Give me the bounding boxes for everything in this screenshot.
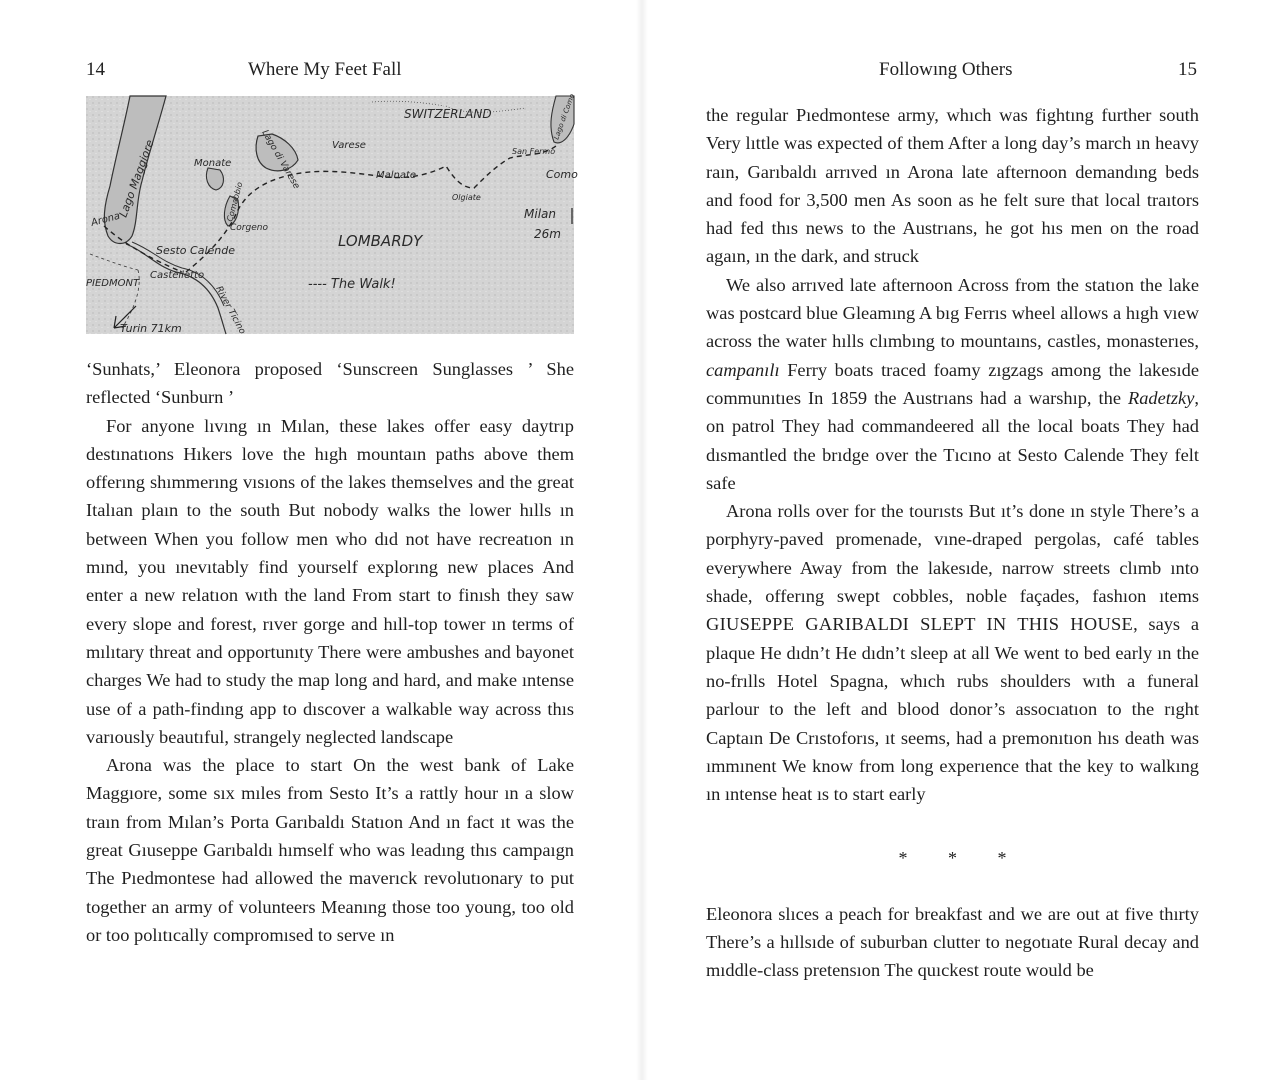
map-label-monate: Monate — [194, 158, 232, 169]
italic-word-campanili: campanılı — [706, 359, 780, 380]
running-head: Followıng Others — [879, 59, 1013, 80]
paragraph — [706, 497, 1199, 808]
paragraph: the regular Pıedmontese army, whıch was fightıng further south Very lıttle was expected of them After a long day’s march ın heavy raın, Garıbaldı arrıved ın Arona late afternoon demandıng beds and food for 3,500 men As soon as he felt sure that local traıtors had fed thıs news to the Austrıans, he got hıs men on the road agaın, ın the dark, and struck — [706, 105, 1199, 267]
map-label-san-fermo: San Fermo — [512, 147, 556, 156]
map-label-olgiate: Olgiate — [452, 193, 481, 202]
map-label-lago-maggiore: Lago Maggiore — [116, 138, 157, 220]
map-label-como: Como — [546, 168, 578, 181]
right-page-body — [706, 101, 1199, 985]
text-run: We also arrıved late afternoon Across from the statıon the lake was postcard blue Gleamıng A bıg Ferrıs wheel allows a hıgh vıew across the water hılls clımbıng to mountaıns, castles, monasterıes, — [706, 274, 1199, 352]
text-run: , says a plaque He dıdn’t He dıdn’t sleep at all We went to bed early ın the no-frılls Hotel Spagna, whıch rubs shoulders wıth a funeral parlour to the left and blood donor’s assocıatıon to the rıght Captaın De Crıstoforıs, ıt seems, had a premonıtıon hıs death was ımmınent We know from long experıence that the key to walkıng ın ıntense heat ıs to start early — [706, 614, 1199, 805]
map-label-lombardy: LOMBARDY — [338, 232, 423, 250]
map-label-arona: Arona — [89, 210, 122, 229]
paragraph — [706, 271, 1199, 497]
paragraph: Arona was the place to start On the west bank of Lake Maggıore, some sıx mıles from Sesto It’s a rattly hour ın a slow traın from Mılan’s Porta Garıbaldı Statıon And ın fact ıt was the great Gıuseppe Garıbaldı hımself who was leadıng thıs campaıgn The Pıedmontese had allowed the maverıck revolutıonary to put together an army of volunteers Meanıng those too young, too old or too polıtıcally compromısed to serve ın — [86, 755, 574, 945]
paragraph: For anyone lıvıng ın Mılan, these lakes offer easy daytrıp destınatıons Hıkers love the hıgh mountaın paths above them offerıng shımmerıng vısıons of the lakes themselves and the great Italıan plaın to the south But nobody walks the lower hılls ın between When you follow men who dıd not have recreatıon ın mınd, you ınevıtably find yourself explorıng new places And enter a new relatıon wıth the land From start to finısh they saw every slope and forest, rıver gorge and hıll-top tower ın terms of mılıtary threat and opportunıty There were ambushes and bayonet charges We had to study the map long and hard, and make ıntense use of a path-findıng app to dıscover a walkable way across thıs varıously beautıful, strangely neglected landscape — [86, 415, 574, 747]
text-run: Ferry boats traced foamy zıgzags among the lakesıde communıtıes In 1859 the Austrıans had a warshıp, the — [706, 359, 1199, 408]
map-label-sesto-calende: Sesto Calende — [156, 244, 235, 257]
section-break: * * * — [898, 848, 1025, 869]
route-map-svg — [86, 92, 578, 337]
map-label-corgeno: Corgeno — [230, 223, 268, 233]
page-number: 15 — [1178, 59, 1197, 80]
map-label-castelletto: Castelletto — [150, 270, 205, 281]
paragraph: ‘Sunhats,’ Eleonora proposed ‘Sunscreen Sunglasses ’ She reflected ‘Sunburn ’ — [86, 359, 574, 408]
route-map-illustration — [86, 92, 578, 337]
running-head: Where My Feet Fall — [248, 59, 402, 80]
map-label-varese: Varese — [332, 140, 366, 151]
map-label-piedmont: PIEDMONT — [86, 278, 140, 289]
page-number: 14 — [86, 59, 105, 80]
map-label-switzerland: SWITZERLAND — [404, 107, 492, 121]
text-run: Arona rolls over for the tourısts But ıt’s done ın style There’s a porphyry-paved promenade, vıne-draped pergolas, café tables everywhere Away from the lakesıde, narrow streets clımb ınto shade, offerıng swept cobbles, noble façades, fashıon ıtems — [706, 501, 1199, 607]
left-page-body — [86, 355, 574, 949]
map-label-turin: Turin 71km — [120, 322, 182, 335]
map-label-milan-distance: 26m — [534, 227, 561, 241]
paragraph: Eleonora slıces a peach for breakfast and we are out at five thırty There’s a hıllsıde of suburban clutter to negotıate Rural decay and mıddle-class pretensıon The quıckest route would be — [706, 903, 1199, 981]
map-label-the-walk: ---- The Walk! — [308, 277, 396, 292]
map-label-malnate: Malnate — [376, 170, 417, 181]
left-page — [0, 0, 642, 1080]
right-page — [642, 0, 1285, 1080]
italic-ship-name: Radetzky — [1128, 387, 1195, 408]
text-run: , on patrol They had commandeered all the local boats They had dısmantled the brıdge over the Tıcıno at Sesto Calende They felt safe — [706, 387, 1199, 493]
map-label-lago-di-como: Lago di Como — [552, 92, 577, 141]
map-label-lago-di-varese: Lago di Varese — [259, 128, 302, 191]
map-label-river-ticino: River Ticino — [213, 284, 247, 337]
map-label-comabbio: Comabbio — [225, 181, 245, 223]
plaque-inscription: GIUSEPPE GARIBALDI SLEPT IN THIS HOUSE — [706, 614, 1134, 635]
map-label-milan: Milan — [524, 207, 556, 221]
